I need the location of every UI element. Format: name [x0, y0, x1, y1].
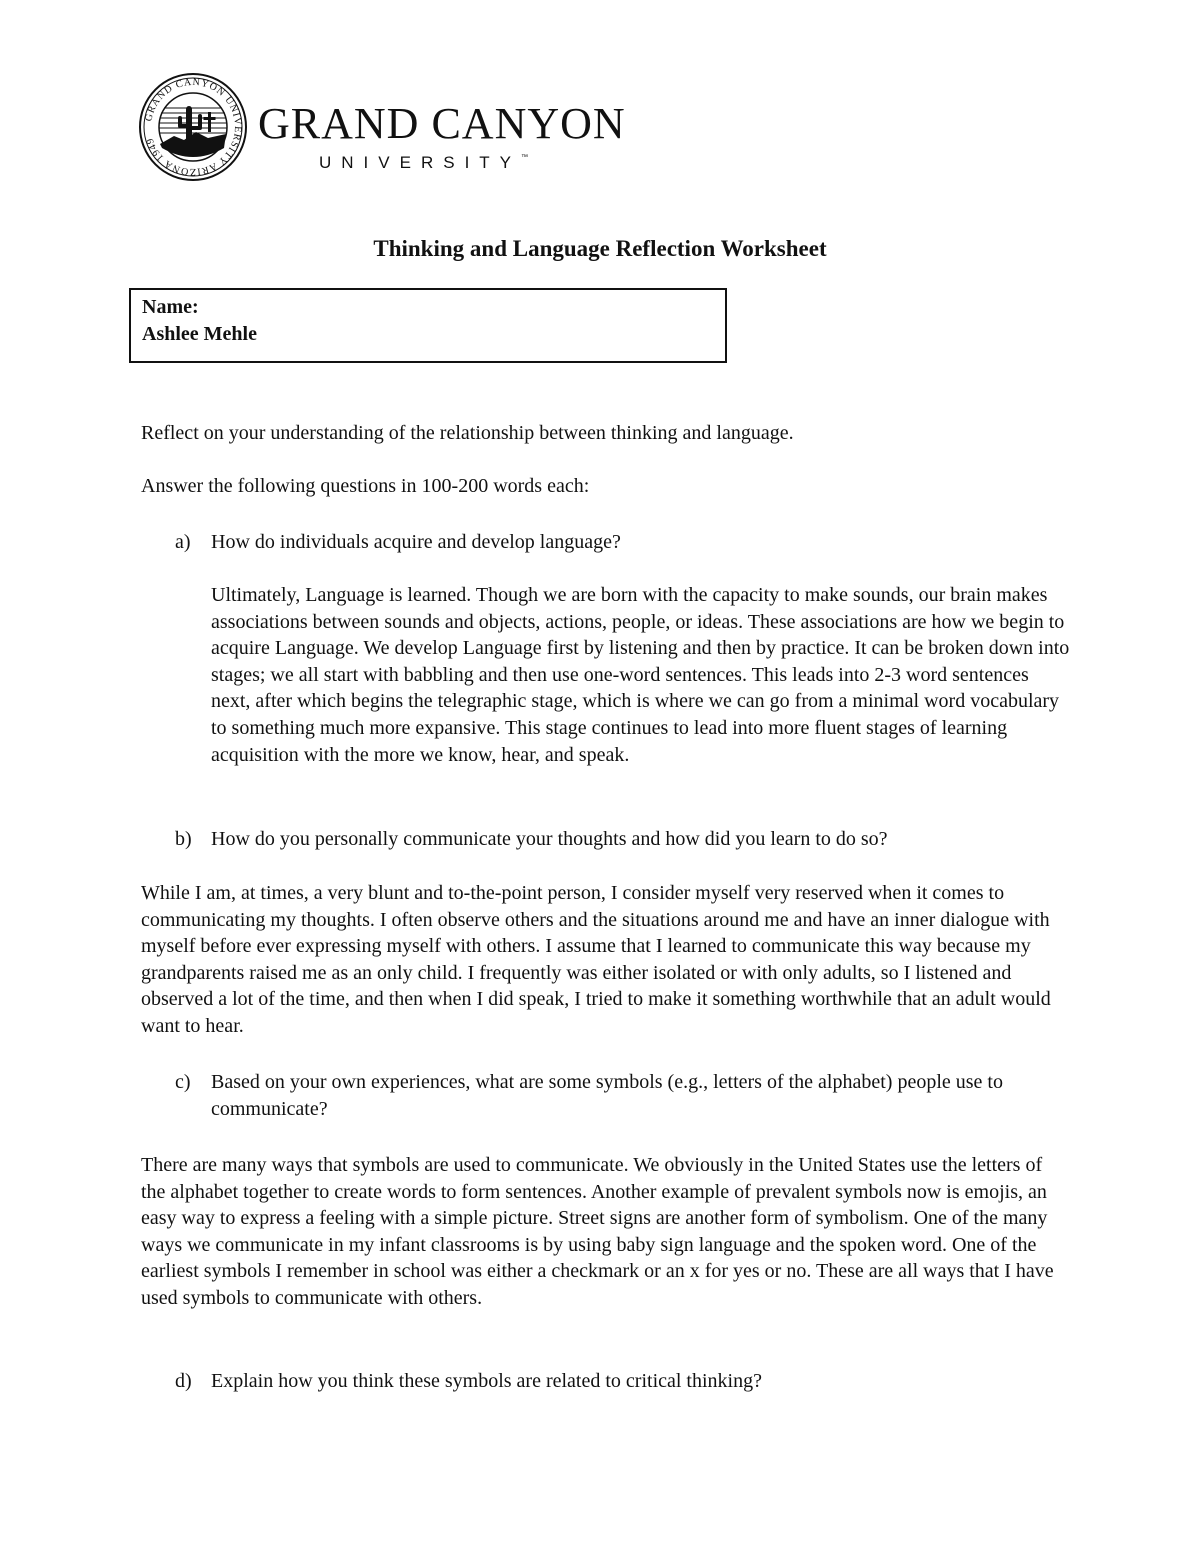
wordmark-line1: GRAND CANYON	[258, 99, 626, 148]
question-d-letter: d)	[175, 1370, 192, 1392]
answer-c: There are many ways that symbols are used to communicate. We obviously in the United States use the letters of the alphabet together to create words to form sentences. Another example of prevalent symbols now is emojis, an easy way to express a feeling with a simple picture. Street signs are another form of symbolism. One of the many ways we communicate in my infant classrooms is by using baby sign language and the spoken word. One of the earliest symbols I remember in school was either a checkmark or an x for yes or no. These are all ways that I have used symbols to communicate with others.	[141, 1154, 1054, 1309]
name-box	[129, 288, 727, 363]
question-d-text: Explain how you think these symbols are related to critical thinking?	[211, 1370, 762, 1392]
answer-a: Ultimately, Language is learned. Though we are born with the capacity to make sounds, our brain makes associations between sounds and objects, actions, people, or ideas. These associations are how we begin to acquire Language. We develop Language first by listening and then by practice. It can be broken down into stages; we all start with babbling and then use one-word sentences. This leads into 2-3 word sentences next, after which begins the telegraphic stage, which is where we can go from a minimal word vocabulary to something much more expansive. This stage continues to lead into more fluent stages of learning acquisition with the more we know, hear, and speak.	[211, 584, 1070, 766]
seal-ring-text: GRAND CANYON UNIVERSITY ARIZONA 1949	[143, 76, 244, 178]
name-value: Ashlee Mehle	[142, 323, 257, 345]
question-a	[175, 529, 1075, 556]
instructions-text: Answer the following questions in 100-200 words each:	[141, 475, 590, 497]
name-label: Name:	[142, 296, 199, 318]
question-b-letter: b)	[175, 828, 192, 850]
question-c-letter: c)	[175, 1071, 191, 1093]
page-title: Thinking and Language Reflection Worksheet	[373, 236, 827, 261]
question-d	[175, 1368, 1075, 1395]
question-a-letter: a)	[175, 531, 191, 553]
question-a-text: How do individuals acquire and develop language?	[211, 531, 621, 553]
university-logo	[138, 72, 626, 182]
answer-b: While I am, at times, a very blunt and to-the-point person, I consider myself very reserved when it comes to communicating my thoughts. I often observe others and the situations around me and have an inner dialogue with myself before ever expressing myself with others. I assume that I learned to communicate this way because my grandparents raised me as an only child. I frequently was either isolated or with only adults, so I listened and observed a lot of the time, and then when I did speak, I tried to make it something worthwhile that an adult would want to hear.	[141, 882, 1051, 1037]
intro-text: Reflect on your understanding of the relationship between thinking and language.	[141, 422, 794, 444]
wordmark-line2-text: UNIVERSITY	[319, 153, 522, 172]
question-b	[175, 826, 1075, 853]
wordmark-line2	[319, 154, 528, 171]
question-c-text: Based on your own experiences, what are some symbols (e.g., letters of the alphabet) people use to communicate?	[211, 1071, 1003, 1120]
trademark-symbol: ™	[521, 154, 529, 161]
question-c	[175, 1069, 1075, 1122]
question-b-text: How do you personally communicate your thoughts and how did you learn to do so?	[211, 828, 888, 850]
university-seal-icon	[138, 72, 248, 182]
